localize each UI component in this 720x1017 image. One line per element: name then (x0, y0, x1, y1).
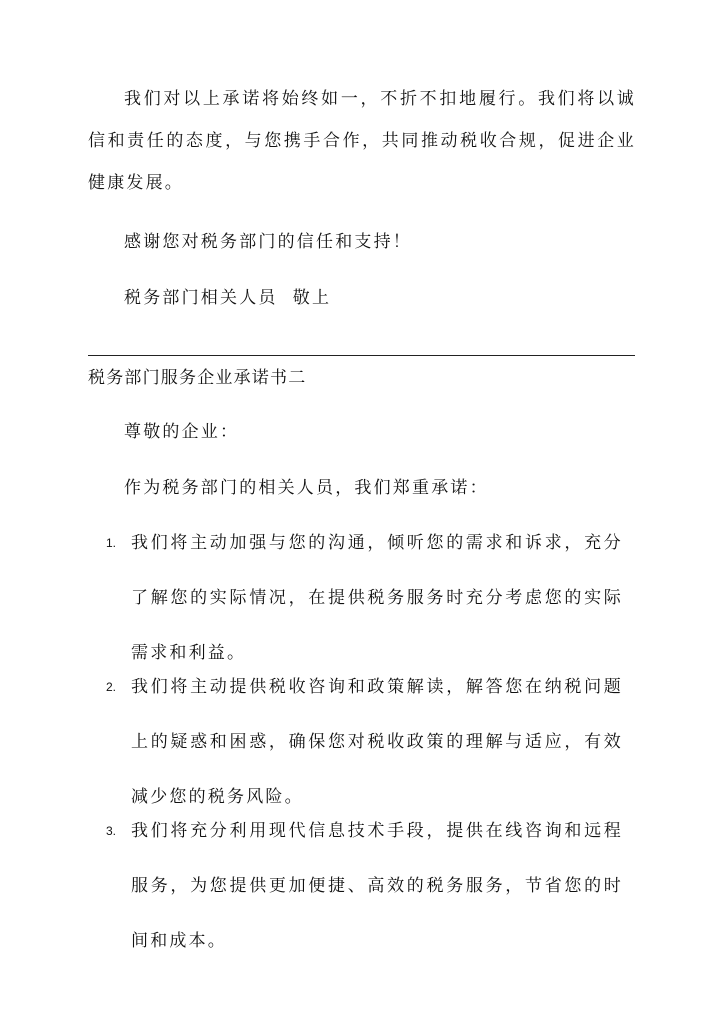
list-number: 2. (106, 680, 117, 694)
section-title: 税务部门服务企业承诺书二 (88, 368, 307, 388)
thanks-line: 感谢您对税务部门的信任和支持！ (124, 232, 412, 252)
list-number: 1. (106, 536, 117, 550)
signature-line: 税务部门相关人员 敬上 (124, 288, 332, 308)
list-item-text: 我们将充分利用现代信息技术手段，提供在线咨询和远程服务，为您提供更加便捷、高效的税务服务，节省您的时间和成本。 (131, 821, 623, 951)
intro-line: 作为税务部门的相关人员，我们郑重承诺： (124, 478, 489, 498)
list-item-text: 我们将主动提供税收咨询和政策解读，解答您在纳税问题上的疑惑和困惑，确保您对税收政策的理解与适应，有效减少您的税务风险。 (131, 677, 623, 807)
salutation: 尊敬的企业： (124, 422, 240, 442)
section-divider (88, 355, 635, 356)
closing-paragraph: 我们对以上承诺将始终如一，不折不扣地履行。我们将以诚信和责任的态度，与您携手合作，共同推动税收合规，促进企业健康发展。 (88, 89, 636, 193)
list-item-text: 我们将主动加强与您的沟通，倾听您的需求和诉求，充分了解您的实际情况，在提供税务服务时充分考虑您的实际需求和利益。 (131, 533, 623, 663)
list-number: 3. (106, 824, 117, 838)
